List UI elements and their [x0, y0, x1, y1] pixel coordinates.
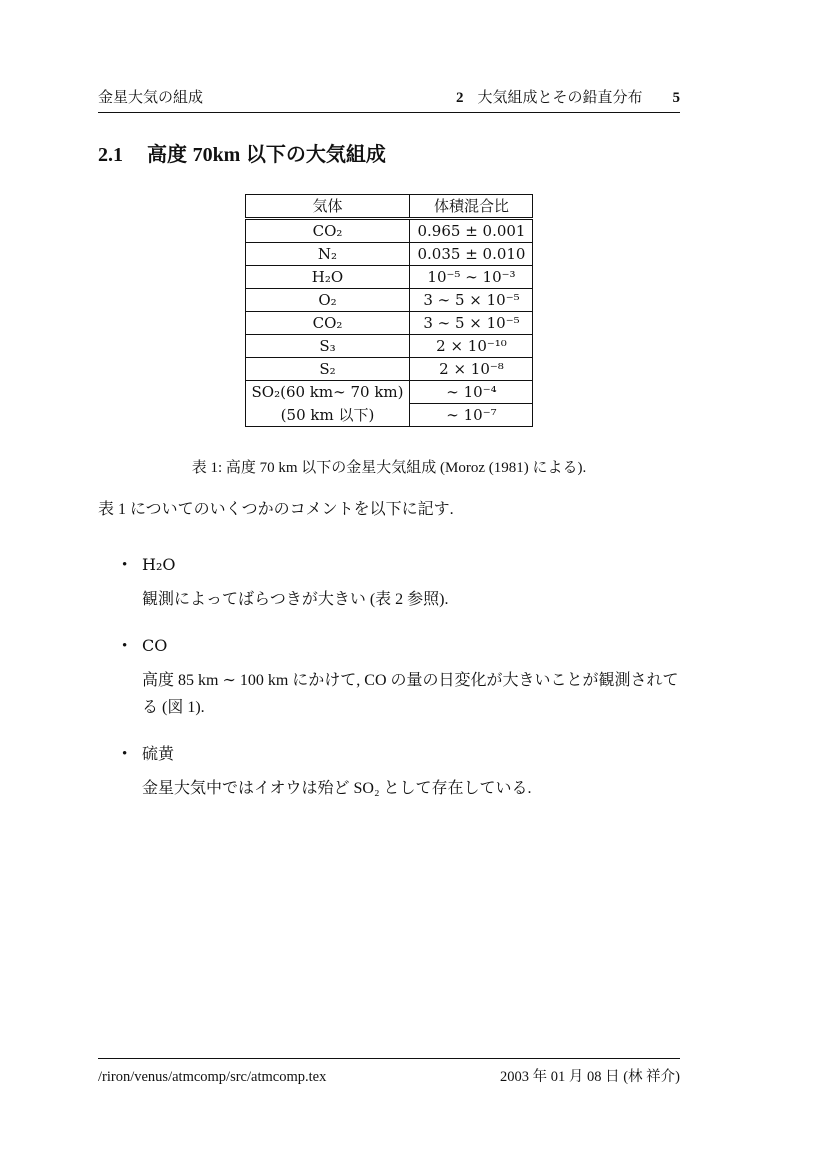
comment-description: 高度 85 km ∼ 100 km にかけて, CO の量の日変化が大きいことが観測されてる (図 1). — [142, 672, 679, 716]
gas-cell: N₂ — [245, 243, 410, 266]
table-row — [245, 335, 533, 358]
section-title-altitude: 70km — [192, 144, 241, 166]
table-row — [245, 404, 533, 427]
value-cell: 10⁻⁵ ∼ 10⁻³ — [410, 266, 533, 289]
footer-date-author: 2003 年 01 月 08 日 (林 祥介) — [499, 1069, 680, 1085]
header-document-title: 金星大気の組成 — [98, 89, 204, 106]
column-header-gas: 気体 — [245, 195, 410, 219]
section-title-pre: 高度 — [147, 144, 193, 166]
gas-cell: O₂ — [245, 289, 410, 312]
gas-cell: CO₂ — [245, 312, 410, 335]
bullet-icon: • — [122, 557, 128, 573]
table-caption: 表 1: 高度 70 km 以下の金星大気組成 (Moroz (1981) による). — [191, 460, 587, 476]
gas-cell: (50 km 以下) — [245, 404, 410, 427]
comment-description: 観測によってばらつきが大きい (表 2 参照). — [142, 591, 449, 608]
header-section-info — [456, 86, 680, 107]
gas-cell: S₂ — [245, 358, 410, 381]
value-cell: ∼ 10⁻⁴ — [410, 381, 533, 404]
table-row — [245, 312, 533, 335]
table-wrapper — [98, 194, 680, 427]
section-title — [147, 138, 386, 167]
section-heading — [98, 138, 680, 167]
list-item — [98, 742, 680, 802]
value-cell: 2 × 10⁻⁸ — [410, 358, 533, 381]
gas-cell: SO₂(60 km∼ 70 km) — [245, 381, 410, 404]
value-cell: 3 ∼ 5 × 10⁻⁵ — [410, 289, 533, 312]
list-item — [98, 553, 680, 613]
value-cell: 3 ∼ 5 × 10⁻⁵ — [410, 312, 533, 335]
list-item — [98, 634, 680, 721]
bullet-icon: • — [122, 746, 128, 762]
comment-description: 金星大気中ではイオウは殆ど SO₂ として存在している. — [142, 780, 532, 797]
comment-term: H₂O — [142, 555, 176, 574]
header-section-number: 2 — [455, 90, 464, 106]
page-footer — [98, 1058, 680, 1086]
running-header — [98, 86, 680, 113]
table-row — [245, 243, 533, 266]
table-row — [245, 289, 533, 312]
section-number: 2.1 — [98, 144, 123, 166]
gas-cell: H₂O — [245, 266, 410, 289]
gas-cell: S₃ — [245, 335, 410, 358]
gas-cell: CO₂ — [245, 219, 410, 243]
value-cell: 0.965 ± 0.001 — [410, 219, 533, 243]
bullet-icon: • — [122, 638, 128, 654]
column-header-mixing-ratio: 体積混合比 — [410, 195, 533, 219]
table-row — [245, 358, 533, 381]
value-cell: 2 × 10⁻¹⁰ — [410, 335, 533, 358]
table-row — [245, 219, 533, 243]
table-row — [245, 381, 533, 404]
footer-file-path: /riron/venus/atmcomp/src/atmcomp.tex — [98, 1069, 327, 1085]
table-header-row — [245, 195, 533, 219]
comment-term: CO — [142, 636, 168, 655]
lead-paragraph: 表 1 についてのいくつかのコメントを以下に記す. — [98, 501, 454, 518]
value-cell: 0.035 ± 0.010 — [410, 243, 533, 266]
table-row — [245, 266, 533, 289]
comment-term: 硫黄 — [142, 744, 175, 763]
comment-list — [98, 553, 680, 823]
value-cell: ∼ 10⁻⁷ — [410, 404, 533, 427]
gas-composition-table — [245, 194, 534, 427]
section-title-post: 以下の大気組成 — [240, 144, 386, 166]
header-section-title: 大気組成とその鉛直分布 — [477, 89, 643, 106]
header-page-number: 5 — [672, 90, 680, 106]
